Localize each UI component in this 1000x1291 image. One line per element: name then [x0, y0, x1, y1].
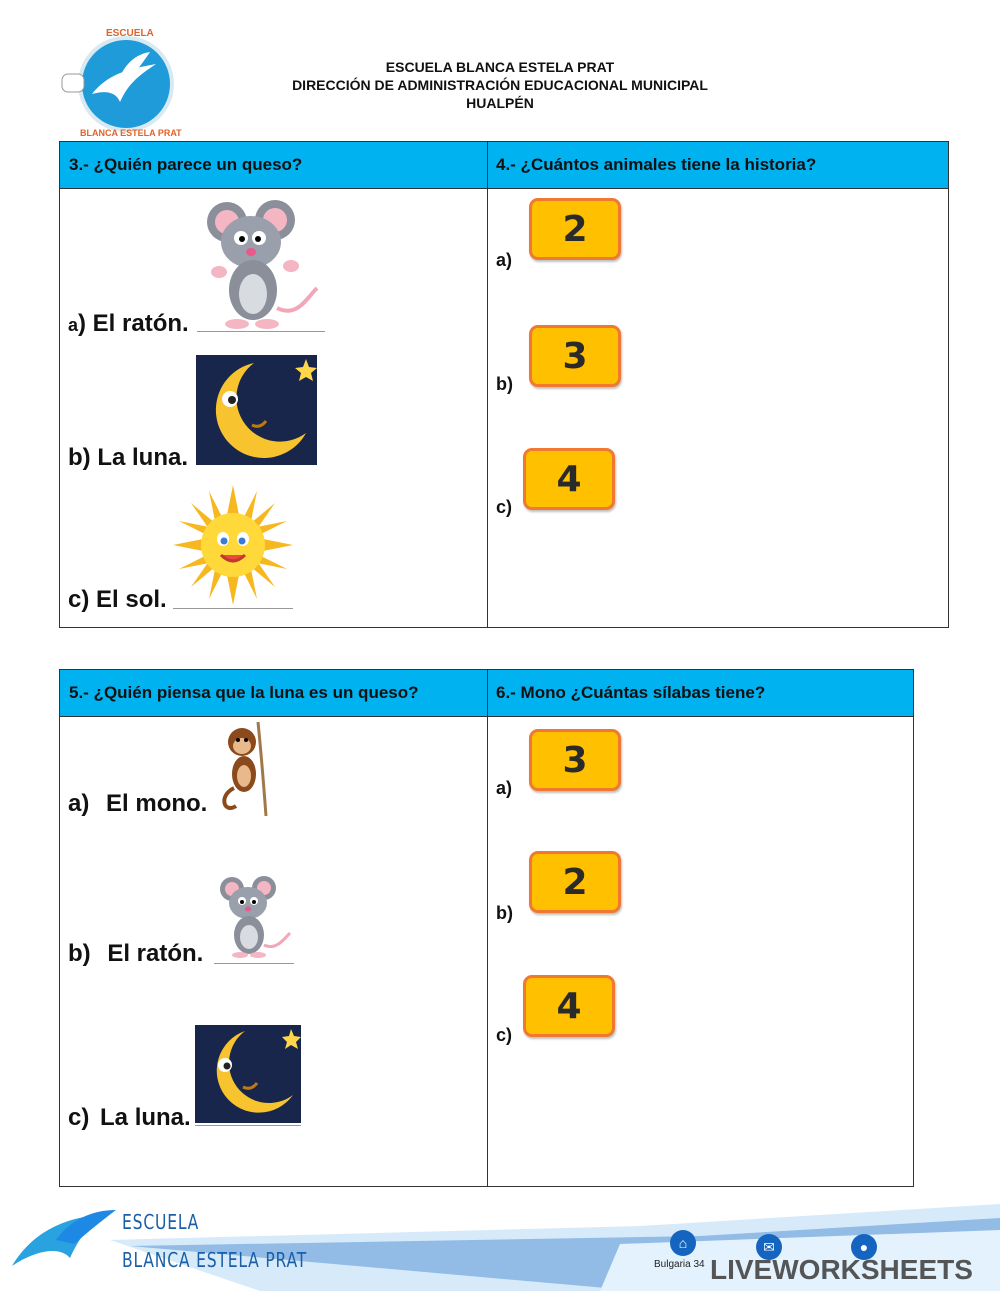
moon-icon — [196, 355, 317, 465]
q5-option-b-text: El ratón. — [107, 940, 204, 967]
q6-option-b-button[interactable]: 2 — [529, 851, 621, 913]
logo-text-top: ESCUELA — [106, 28, 154, 39]
q6-option-c-letter: c) — [496, 1025, 513, 1045]
school-logo — [58, 24, 182, 140]
q5-option-c-text: La luna. — [100, 1104, 191, 1131]
q5-option-b-letter: b) — [68, 940, 91, 967]
footer — [0, 1196, 1000, 1291]
moon-icon — [195, 1025, 301, 1123]
answer-line — [197, 331, 325, 332]
q5-option-b[interactable] — [68, 940, 203, 968]
q3-option-a-text: ) El ratón. — [78, 310, 189, 337]
q5-option-a[interactable] — [68, 790, 207, 818]
q4-option-b-letter: b) — [496, 374, 513, 394]
answer-line — [173, 608, 293, 609]
question-6-title: 6.- Mono ¿Cuántas sílabas tiene? — [496, 683, 766, 702]
q3-option-c-text: c) El sol. — [68, 586, 167, 613]
footer-school-line2: BLANCA ESTELA PRAT — [122, 1248, 308, 1272]
questions-table-1 — [59, 141, 949, 628]
q4-option-c-letter: c) — [496, 497, 513, 517]
questions-table-2 — [59, 669, 914, 1187]
sun-icon — [173, 485, 293, 605]
direction-name: DIRECCIÓN DE ADMINISTRACIÓN EDUCACIONAL MUNICIPAL — [292, 77, 708, 93]
q5-option-c-letter: c) — [68, 1104, 90, 1131]
q3-option-a-letter: a — [68, 315, 79, 335]
q4-option-c-button[interactable]: 4 — [523, 448, 615, 510]
answer-line — [195, 1125, 301, 1126]
question-5-title: 5.- ¿Quién piensa que la luna es un queso? — [69, 683, 419, 702]
watermark: LIVEWORKSHEETS — [710, 1254, 973, 1285]
q4-option-a-button[interactable]: 2 — [529, 198, 621, 260]
table-1-divider — [487, 142, 488, 627]
q6-option-a-button[interactable]: 3 — [529, 729, 621, 791]
table-2-divider — [487, 670, 488, 1186]
commune-name: HUALPÉN — [466, 95, 534, 111]
mail-icon: ✉ — [756, 1234, 782, 1260]
q3-option-a[interactable] — [68, 310, 189, 338]
q3-option-c[interactable] — [68, 586, 167, 614]
mouse-icon — [197, 198, 325, 332]
logo-text-bottom: BLANCA ESTELA PRAT — [80, 128, 182, 138]
monkey-icon — [218, 722, 274, 816]
home-icon: ⌂ — [670, 1230, 696, 1256]
q6-option-c-button[interactable]: 4 — [523, 975, 615, 1037]
q5-option-c[interactable] — [68, 1104, 191, 1132]
user-icon: ● — [851, 1234, 877, 1260]
header-text — [200, 58, 800, 112]
footer-school-line1: ESCUELA — [122, 1210, 200, 1234]
q3-option-b[interactable] — [68, 444, 188, 472]
q6-option-a-letter: a) — [496, 778, 513, 798]
footer-address: Bulgaria 34 — [654, 1259, 705, 1270]
question-3-title: 3.- ¿Quién parece un queso? — [69, 155, 303, 174]
q4-option-b-button[interactable]: 3 — [529, 325, 621, 387]
q6-option-b-letter: b) — [496, 903, 513, 923]
question-4-title: 4.- ¿Cuántos animales tiene la historia? — [496, 155, 817, 174]
answer-line — [214, 963, 294, 964]
mouse-icon — [214, 875, 294, 961]
q3-option-b-text: b) La luna. — [68, 444, 188, 471]
school-name: ESCUELA BLANCA ESTELA PRAT — [385, 59, 615, 75]
q5-option-a-text: El mono. — [106, 790, 208, 817]
q4-option-a-letter: a) — [496, 250, 513, 270]
q5-option-a-letter: a) — [68, 790, 90, 817]
